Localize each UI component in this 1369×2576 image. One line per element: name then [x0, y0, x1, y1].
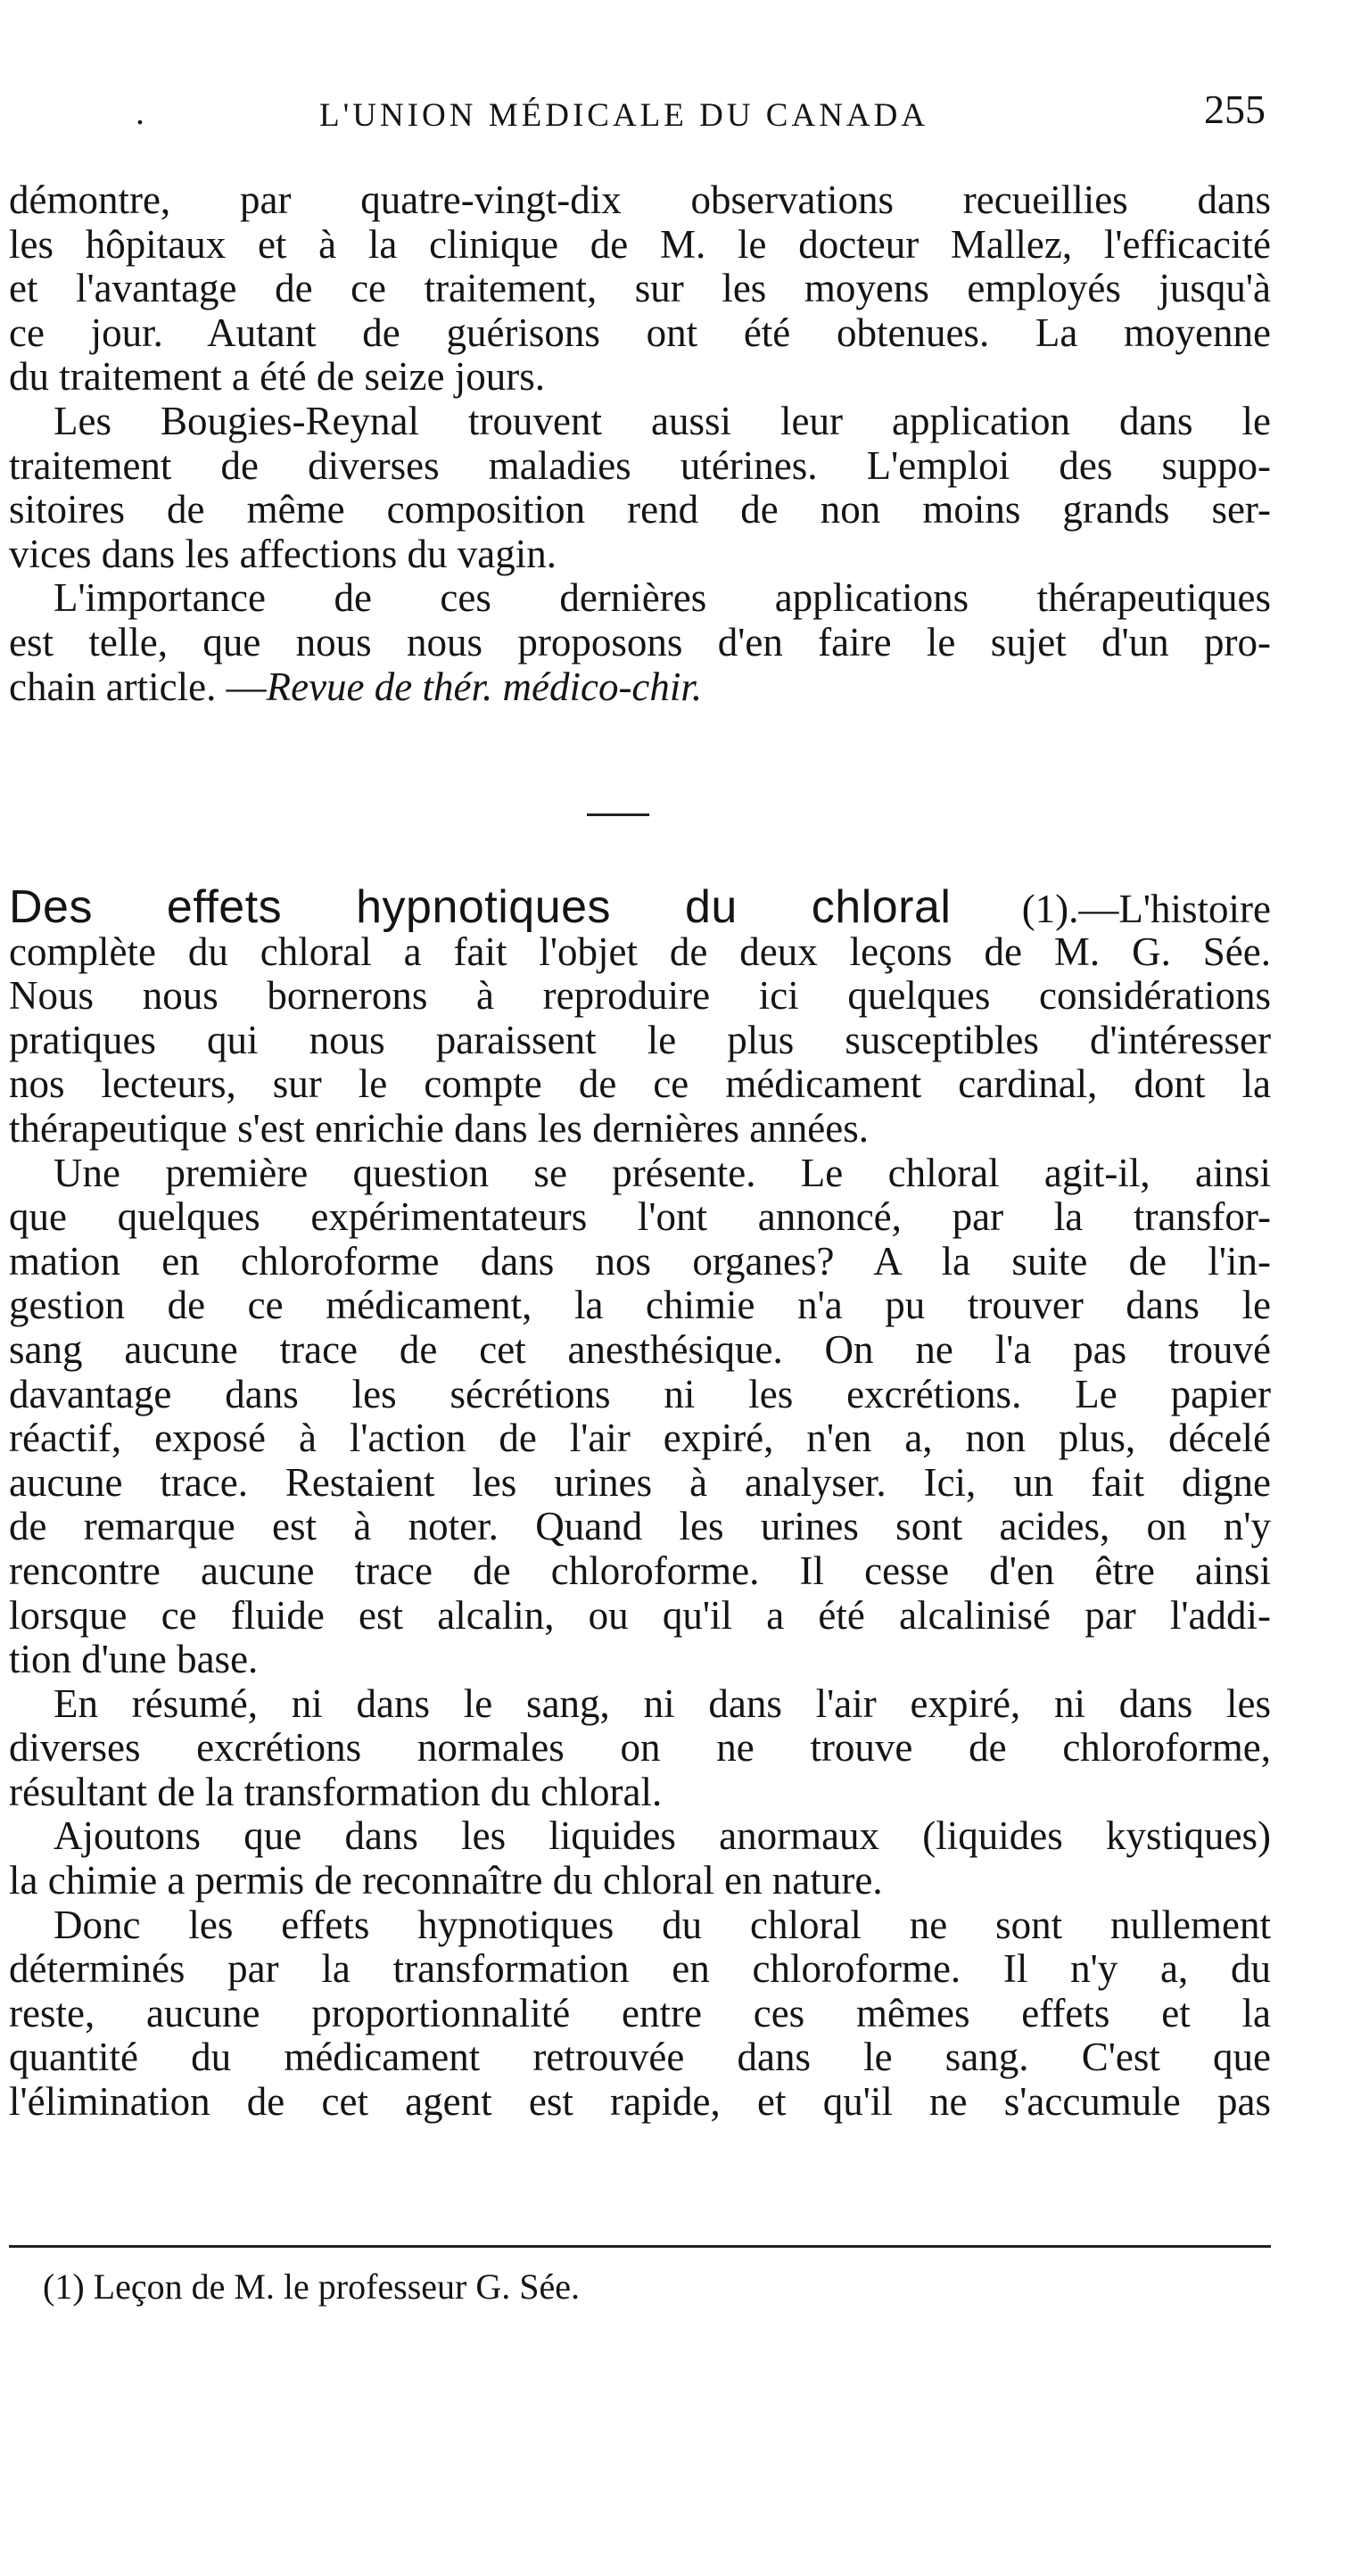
footnote-rule — [9, 2245, 1271, 2248]
text-line: sang aucune trace de cet anesthésique. On ne l'a pas trouvé — [9, 1326, 1271, 1372]
text-line: est telle, que nous nous proposons d'en faire le sujet d'un pro- — [9, 619, 1271, 665]
text-line: L'importance de ces dernières applications thérapeutiques — [54, 575, 1271, 621]
text-line: Une première question se présente. Le chloral agit-il, ainsi — [54, 1150, 1271, 1195]
text-line: réactif, exposé à l'action de l'air expiré, n'en a, non plus, décelé — [9, 1416, 1271, 1461]
source-citation: Revue de thér. médico-chir. — [266, 664, 703, 709]
journal-title: L'UNION MÉDICALE DU CANADA — [319, 97, 929, 134]
text-line: aucune trace. Restaient les urines à analyser. Ici, un fait digne — [9, 1459, 1271, 1505]
text-line: l'élimination de cet agent est rapide, et qu'il ne s'accumule pas — [9, 2079, 1271, 2125]
text-line: et l'avantage de ce traitement, sur les moyens employés jusqu'à — [9, 266, 1271, 311]
section-divider — [587, 813, 649, 816]
text-line: diverses excrétions normales on ne trouve de chloroforme, — [9, 1725, 1271, 1771]
text-line: que quelques expérimentateurs l'ont annoncé, par la transfor- — [9, 1194, 1271, 1240]
page-number: 255 — [1204, 87, 1266, 132]
text-line: vices dans les affections du vagin. — [9, 531, 557, 576]
text-line: davantage dans les sécrétions ni les excrétions. Le papier — [9, 1371, 1271, 1416]
text-line: démontre, par quatre-vingt-dix observations recueillies dans — [9, 178, 1271, 222]
text-line: lorsque ce fluide est alcalin, ou qu'il a été alcalinisé par l'addi- — [9, 1592, 1271, 1638]
running-header — [0, 84, 1369, 146]
text-line: sitoires de même composition rend de non moins grands ser- — [9, 487, 1271, 533]
text-line — [9, 665, 1271, 710]
text-line: complète du chloral a fait l'objet de deux leçons de M. G. Sée. — [9, 929, 1271, 974]
text-line: de remarque est à noter. Quand les urines sont acides, on n'y — [9, 1504, 1271, 1549]
article-chloral — [9, 881, 1271, 2125]
header-dot: . — [136, 92, 144, 132]
text-line: du traitement a été de seize jours. — [9, 354, 545, 400]
text-line: rencontre aucune trace de chloroforme. Il cesse d'en être ainsi — [9, 1548, 1271, 1593]
text-line: thérapeutique s'est enrichie dans les dernières années. — [9, 1105, 869, 1151]
text-line: pratiques qui nous paraissent le plus susceptibles d'intéresser — [9, 1017, 1271, 1062]
text-line: ce jour. Autant de guérisons ont été obtenues. La moyenne — [9, 310, 1271, 355]
text-line: gestion de ce médicament, la chimie n'a pu trouver dans le — [9, 1283, 1271, 1328]
text-line: quantité du médicament retrouvée dans le sang. C'est que — [9, 2035, 1271, 2080]
text-line: Ajoutons que dans les liquides anormaux (liquides kystiques) — [54, 1813, 1271, 1859]
text-line: En résumé, ni dans le sang, ni dans l'air expiré, ni dans les — [54, 1680, 1271, 1726]
article-heading: Des effets hypnotiques du chloral — [9, 881, 952, 933]
heading-continuation: (1).—L'histoire — [951, 887, 1271, 931]
text-line: traitement de diverses maladies utérines. L'emploi des suppo- — [9, 442, 1271, 488]
text-line: tion d'une base. — [9, 1637, 259, 1682]
text-line: résultant de la transformation du chloral. — [9, 1769, 663, 1814]
heading-line — [9, 881, 1271, 933]
text-line: les hôpitaux et à la clinique de M. le docteur Mallez, l'efficacité — [9, 221, 1271, 267]
text-line: déterminés par la transformation en chloroforme. Il n'y a, du — [9, 1946, 1271, 1992]
text-line: reste, aucune proportionnalité entre ces mêmes effets et la — [9, 1990, 1271, 2035]
text-line: la chimie a permis de reconnaître du chloral en nature. — [9, 1858, 883, 1903]
article-continuation — [9, 178, 1271, 709]
text-segment: chain article. — — [9, 664, 267, 709]
text-line: mation en chloroforme dans nos organes? A la suite de l'in- — [9, 1238, 1271, 1284]
text-line: Les Bougies-Reynal trouvent aussi leur application dans le — [54, 398, 1271, 443]
text-line: Donc les effets hypnotiques du chloral ne sont nullement — [54, 1902, 1271, 1947]
footnote: (1) Leçon de M. le professeur G. Sée. — [43, 2266, 581, 2307]
text-line: Nous nous bornerons à reproduire ici quelques considérations — [9, 973, 1271, 1019]
text-line: nos lecteurs, sur le compte de ce médicament cardinal, dont la — [9, 1061, 1271, 1107]
